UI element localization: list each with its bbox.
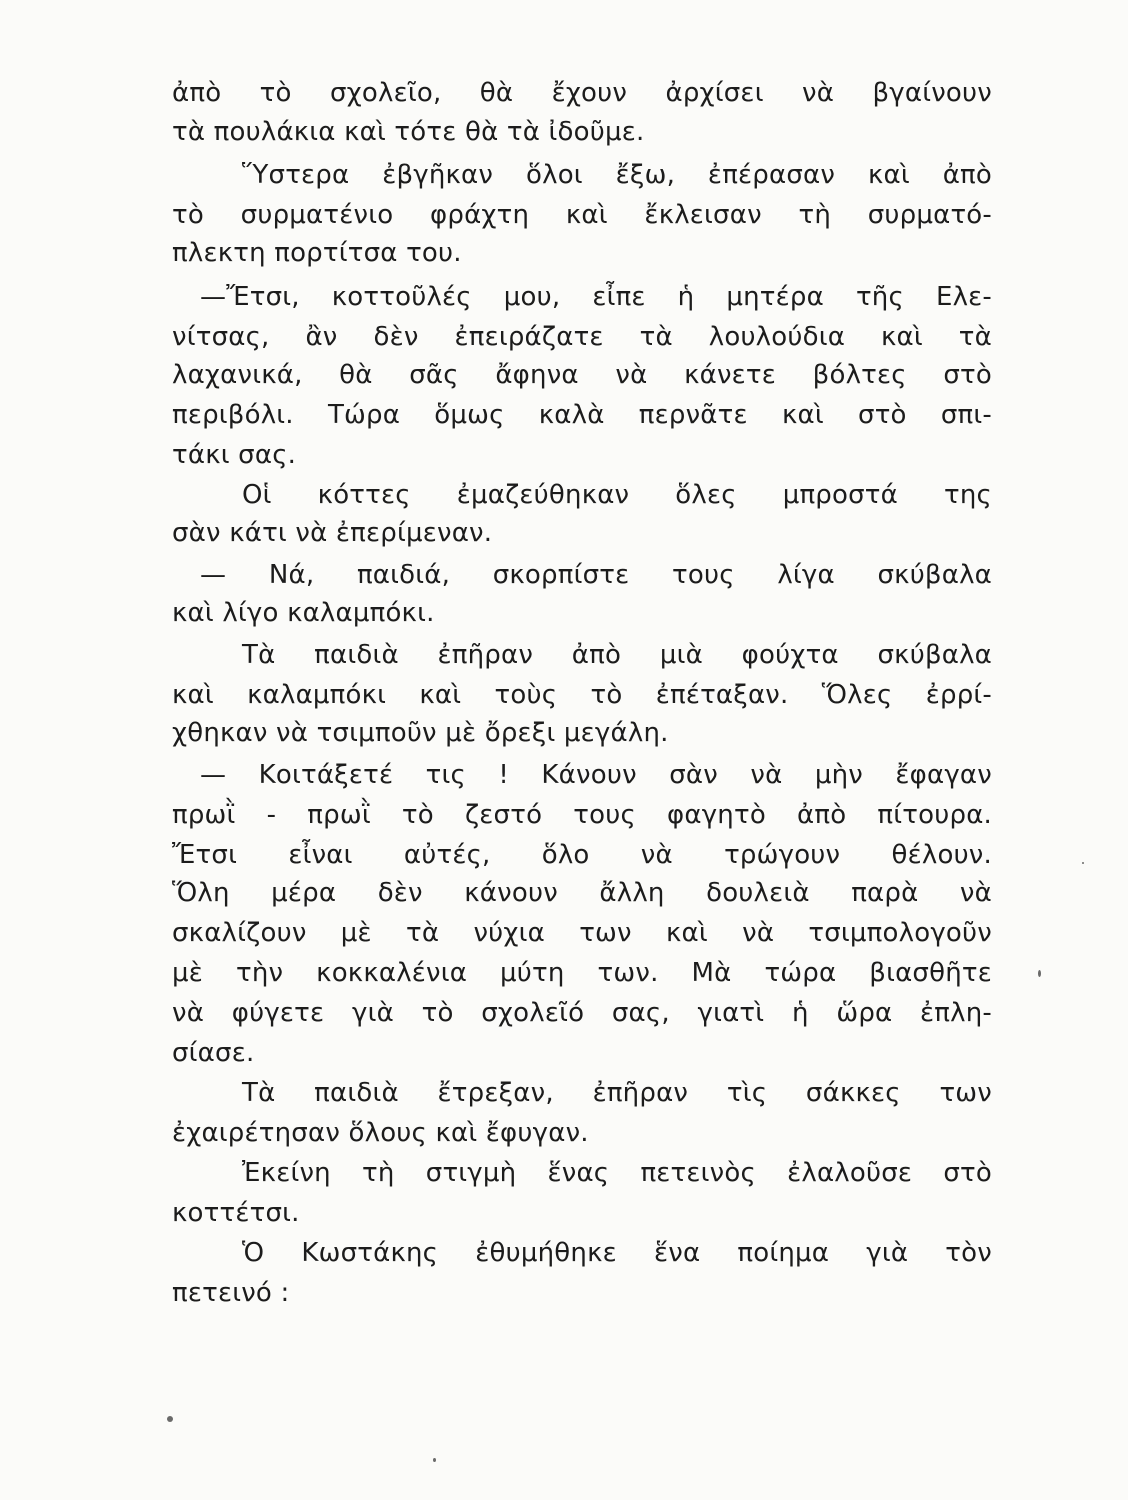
text-line: τάκι σας. [172, 440, 297, 470]
text-line: Οἱ κόττες ἐμαζεύθηκαν ὅλες μπροστά της [242, 480, 992, 510]
text-line: κοττέτσι. [172, 1198, 300, 1228]
text-line: νίτσας, ἂν δὲν ἐπειράζατε τὰ λουλούδια καὶ τὰ [172, 322, 992, 352]
ink-speck [433, 1458, 436, 1462]
text-line: Ἐκείνη τὴ στιγμὴ ἕνας πετεινὸς ἐλαλοῦσε στὸ [242, 1158, 992, 1188]
text-line: νὰ φύγετε γιὰ τὸ σχολεῖό σας, γιατὶ ἡ ὥρα ἐπλη- [172, 998, 992, 1028]
text-line: χθηκαν νὰ τσιμποῦν μὲ ὄρεξι μεγάλη. [172, 718, 669, 748]
text-line: πρωῒ - πρωῒ τὸ ζεστό τους φαγητὸ ἀπὸ πίτουρα. [172, 800, 992, 830]
text-line: μὲ τὴν κοκκαλένια μύτη των. Μὰ τώρα βιασθῆτε [172, 958, 992, 988]
text-line: Ὅλη μέρα δὲν κάνουν ἄλλη δουλειὰ παρὰ νὰ [172, 878, 992, 908]
text-line: — Νά, παιδιά, σκορπίστε τους λίγα σκύβαλα [200, 560, 992, 590]
text-line: Ὁ Κωστάκης ἐθυμήθηκε ἕνα ποίημα γιὰ τὸν [242, 1238, 992, 1268]
ink-speck [167, 1416, 173, 1422]
text-line: τὰ πουλάκια καὶ τότε θὰ τὰ ἰδοῦμε. [172, 117, 645, 147]
text-line: καὶ καλαμπόκι καὶ τοὺς τὸ ἐπέταξαν. Ὅλες ἐρρί- [172, 680, 992, 710]
ink-speck [1038, 970, 1041, 977]
text-line: ἐχαιρέτησαν ὅλους καὶ ἔφυγαν. [172, 1118, 589, 1148]
text-line: καὶ λίγο καλαμπόκι. [172, 598, 435, 628]
text-line: σὰν κάτι νὰ ἐπερίμεναν. [172, 518, 493, 548]
text-line: Ἔτσι εἶναι αὐτές, ὅλο νὰ τρώγουν θέλουν. [172, 840, 992, 870]
text-line: τὸ συρματένιο φράχτη καὶ ἔκλεισαν τὴ συρματό- [172, 200, 992, 230]
text-line: Τὰ παιδιὰ ἔτρεξαν, ἐπῆραν τὶς σάκκες των [242, 1078, 992, 1108]
text-line: πλεκτη πορτίτσα του. [172, 238, 462, 268]
text-line: σκαλίζουν μὲ τὰ νύχια των καὶ νὰ τσιμπολογοῦν [172, 918, 992, 948]
text-line: περιβόλι. Τώρα ὅμως καλὰ περνᾶτε καὶ στὸ σπι- [172, 400, 992, 430]
text-line: — Κοιτάξετέ τις ! Κάνουν σὰν νὰ μὴν ἔφαγαν [200, 760, 992, 790]
text-line: Ὕστερα ἐβγῆκαν ὅλοι ἔξω, ἐπέρασαν καὶ ἀπὸ [242, 160, 992, 190]
ink-speck [1082, 862, 1084, 864]
text-line: λαχανικά, θὰ σᾶς ἄφηνα νὰ κάνετε βόλτες στὸ [172, 360, 992, 390]
text-line: πετεινό : [172, 1278, 290, 1308]
text-line: Τὰ παιδιὰ ἐπῆραν ἀπὸ μιὰ φούχτα σκύβαλα [242, 640, 992, 670]
text-line: ἀπὸ τὸ σχολεῖο, θὰ ἔχουν ἀρχίσει νὰ βγαίνουν [172, 78, 992, 108]
text-line: σίασε. [172, 1038, 255, 1068]
text-line: —Ἔτσι, κοττοῦλές μου, εἶπε ἡ μητέρα τῆς Ελε- [200, 282, 992, 312]
